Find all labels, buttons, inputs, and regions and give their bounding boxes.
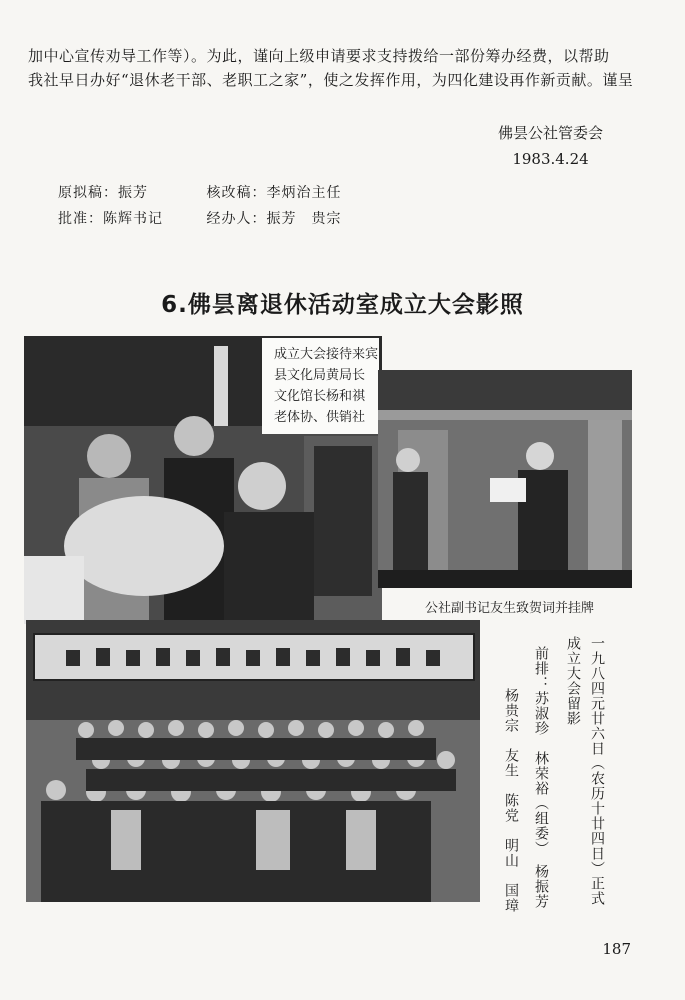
- signature-block: [498, 120, 603, 172]
- photo-speech-caption: 公社副书记友生致贺词并挂牌: [425, 601, 595, 616]
- caption-line: 成立大会接待来宾: [274, 347, 379, 362]
- reviewed-by: 核改稿：李炳治主任: [206, 185, 342, 201]
- photo-speech: [378, 370, 632, 588]
- caption-line: 县文化局黄局长: [274, 368, 366, 383]
- handled-by: 经办人：振芳 贵宗: [206, 211, 342, 227]
- signature-organization: 佛昙公社管委会: [497, 124, 603, 142]
- group-caption-date: 一九八四元廿六日（农历十廿四日）正式: [589, 636, 605, 906]
- draft-by: 原拟稿：振芳: [58, 185, 148, 201]
- section-title: 6.佛昙离退休活动室成立大会影照: [161, 292, 524, 318]
- photo-group-image: [26, 620, 480, 902]
- drafting-info: [58, 180, 341, 232]
- photo-speech-image: [378, 370, 632, 588]
- group-caption-front-row: 前排：苏淑珍 林荣裕（组委） 杨振芳: [533, 646, 549, 909]
- group-caption-title: 成立大会留影: [565, 636, 581, 726]
- caption-line: 文化馆长杨和祺: [274, 389, 366, 404]
- page-number: 187: [602, 940, 631, 958]
- group-caption-names: 杨贵宗 友生 陈党 明山 国璋: [503, 688, 519, 913]
- body-paragraph: [28, 44, 668, 92]
- paragraph-line: 我社早日办好“退休老干部、老职工之家”，使之发挥作用，为四化建设再作新贡献。谨呈: [28, 71, 634, 89]
- photo-group: [26, 620, 480, 902]
- signature-date: 1983.4.24: [512, 150, 589, 168]
- paragraph-line: 加中心宣传劝导工作等）。为此，谨向上级申请要求支持拨给一部份筹办经费，以帮助: [28, 47, 610, 65]
- approved-by: 批准：陈辉书记: [58, 211, 163, 227]
- photo-reception-caption: [262, 338, 379, 434]
- caption-line: 老体协、供销社: [274, 410, 366, 425]
